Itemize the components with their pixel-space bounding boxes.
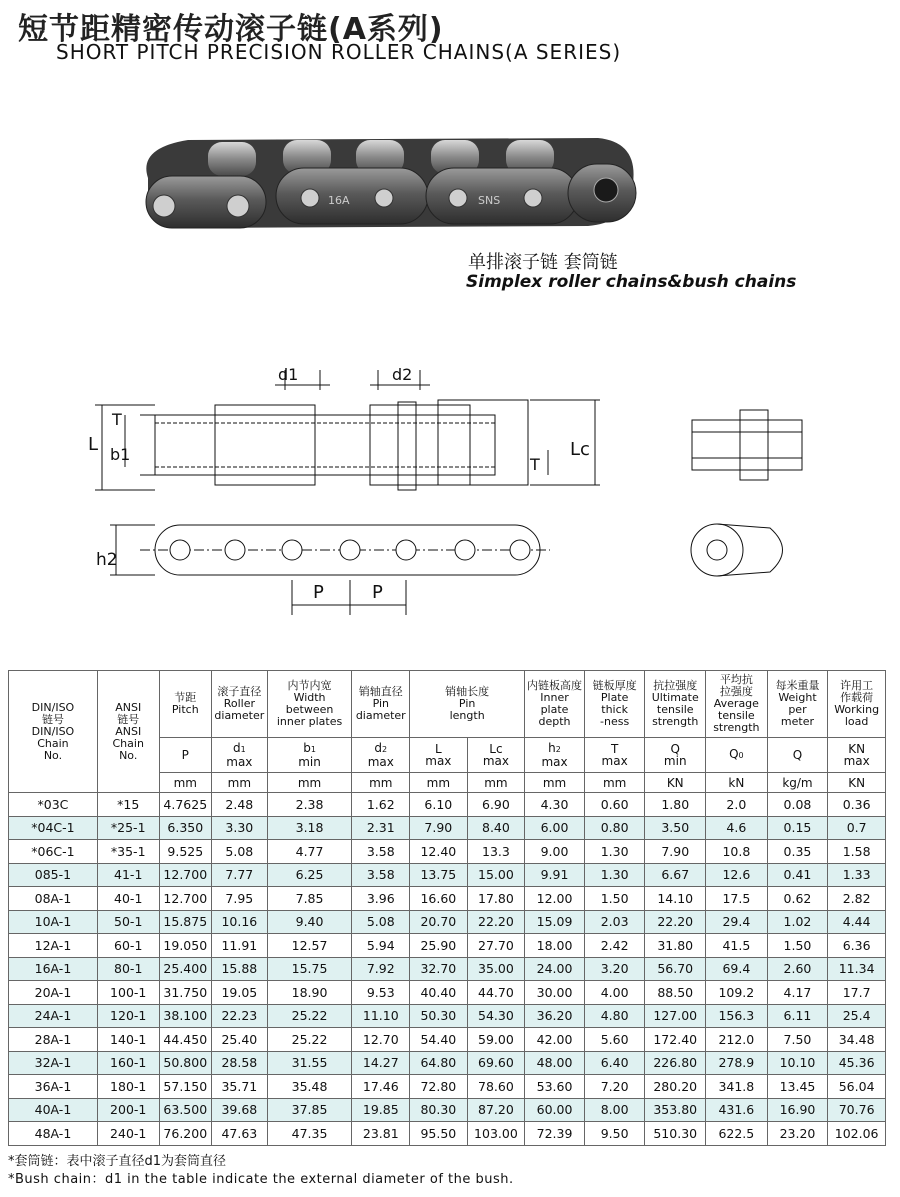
table-cell: 0.60 xyxy=(584,793,645,817)
table-cell: 53.60 xyxy=(525,1075,585,1099)
table-cell: 28.58 xyxy=(212,1051,268,1075)
table-cell: 120-1 xyxy=(97,1004,159,1028)
table-cell: 6.11 xyxy=(767,1004,828,1028)
table-cell: *35-1 xyxy=(97,840,159,864)
table-cell: 24.00 xyxy=(525,957,585,981)
table-cell: 13.75 xyxy=(410,863,468,887)
table-cell: 6.40 xyxy=(584,1051,645,1075)
table-cell: 12.6 xyxy=(706,863,768,887)
table-cell: 40A-1 xyxy=(9,1098,98,1122)
table-cell: 2.60 xyxy=(767,957,828,981)
sym-T: T max xyxy=(584,738,645,773)
table-cell: 39.68 xyxy=(212,1098,268,1122)
table-cell: 36.20 xyxy=(525,1004,585,1028)
table-cell: 08A-1 xyxy=(9,887,98,911)
table-cell: 15.00 xyxy=(467,863,525,887)
table-cell: 0.08 xyxy=(767,793,828,817)
table-cell: 226.80 xyxy=(645,1051,706,1075)
table-cell: 69.60 xyxy=(467,1051,525,1075)
table-cell: 38.100 xyxy=(159,1004,212,1028)
col-ansi: ANSI 链号 ANSI Chain No. xyxy=(97,671,159,793)
table-cell: 1.33 xyxy=(828,863,886,887)
table-cell: 16.90 xyxy=(767,1098,828,1122)
label-P-1: P xyxy=(313,582,324,603)
table-cell: 212.0 xyxy=(706,1028,768,1052)
table-cell: 78.60 xyxy=(467,1075,525,1099)
table-cell: 25.40 xyxy=(212,1028,268,1052)
table-cell: 50-1 xyxy=(97,910,159,934)
table-cell: 109.2 xyxy=(706,981,768,1005)
table-cell: 4.6 xyxy=(706,816,768,840)
table-cell: 3.50 xyxy=(645,816,706,840)
table-cell: 7.95 xyxy=(212,887,268,911)
table-cell: 9.40 xyxy=(267,910,352,934)
table-cell: 102.06 xyxy=(828,1122,886,1146)
table-row xyxy=(9,1122,886,1146)
table-cell: 1.58 xyxy=(828,840,886,864)
table-cell: 2.03 xyxy=(584,910,645,934)
table-cell: 353.80 xyxy=(645,1098,706,1122)
table-cell: 95.50 xyxy=(410,1122,468,1146)
table-cell: 22.23 xyxy=(212,1004,268,1028)
table-cell: 7.90 xyxy=(410,816,468,840)
table-cell: 15.09 xyxy=(525,910,585,934)
table-cell: 1.02 xyxy=(767,910,828,934)
table-cell: 32A-1 xyxy=(9,1051,98,1075)
table-cell: 17.7 xyxy=(828,981,886,1005)
table-cell: 69.4 xyxy=(706,957,768,981)
table-cell: 4.00 xyxy=(584,981,645,1005)
table-cell: *15 xyxy=(97,793,159,817)
table-cell: 17.5 xyxy=(706,887,768,911)
table-cell: 13.45 xyxy=(767,1075,828,1099)
label-L: L xyxy=(88,434,99,455)
table-cell: 63.500 xyxy=(159,1098,212,1122)
table-cell: 140-1 xyxy=(97,1028,159,1052)
table-cell: 200-1 xyxy=(97,1098,159,1122)
table-cell: 622.5 xyxy=(706,1122,768,1146)
table-cell: 60.00 xyxy=(525,1098,585,1122)
unit-cell: kg/m xyxy=(767,773,828,793)
table-cell: 72.80 xyxy=(410,1075,468,1099)
table-cell: 7.20 xyxy=(584,1075,645,1099)
unit-cell: mm xyxy=(467,773,525,793)
table-cell: 103.00 xyxy=(467,1122,525,1146)
table-cell: 57.150 xyxy=(159,1075,212,1099)
table-cell: 7.92 xyxy=(352,957,410,981)
table-cell: 12.700 xyxy=(159,863,212,887)
table-cell: 6.25 xyxy=(267,863,352,887)
table-cell: *25-1 xyxy=(97,816,159,840)
table-cell: 1.30 xyxy=(584,863,645,887)
table-cell: 1.50 xyxy=(584,887,645,911)
col-working-load: 许用工 作载荷 Working load xyxy=(828,671,886,738)
table-row xyxy=(9,1098,886,1122)
table-cell: 8.00 xyxy=(584,1098,645,1122)
table-cell: 4.17 xyxy=(767,981,828,1005)
unit-cell: mm xyxy=(584,773,645,793)
table-cell: 18.00 xyxy=(525,934,585,958)
table-cell: 17.46 xyxy=(352,1075,410,1099)
table-cell: 56.04 xyxy=(828,1075,886,1099)
table-cell: 5.08 xyxy=(212,840,268,864)
table-cell: 4.44 xyxy=(828,910,886,934)
col-weight: 每米重量 Weight per meter xyxy=(767,671,828,738)
table-cell: 2.82 xyxy=(828,887,886,911)
col-pin-length: 销轴长度 Pin length xyxy=(410,671,525,738)
table-cell: 12.40 xyxy=(410,840,468,864)
table-cell: 23.81 xyxy=(352,1122,410,1146)
sym-Qw: Q xyxy=(767,738,828,773)
table-cell: 17.80 xyxy=(467,887,525,911)
col-roller: 滚子直径 Roller diameter xyxy=(212,671,268,738)
table-cell: 6.00 xyxy=(525,816,585,840)
table-cell: 18.90 xyxy=(267,981,352,1005)
unit-cell: mm xyxy=(159,773,212,793)
table-cell: 4.7625 xyxy=(159,793,212,817)
table-cell: 72.39 xyxy=(525,1122,585,1146)
table-cell: 25.90 xyxy=(410,934,468,958)
table-cell: 278.9 xyxy=(706,1051,768,1075)
unit-cell: KN xyxy=(645,773,706,793)
table-cell: 10.16 xyxy=(212,910,268,934)
sym-KN: KN max xyxy=(828,738,886,773)
table-cell: 15.875 xyxy=(159,910,212,934)
table-cell: 0.36 xyxy=(828,793,886,817)
unit-cell: KN xyxy=(828,773,886,793)
page-title-en: SHORT PITCH PRECISION ROLLER CHAINS(A SERIES) xyxy=(56,40,622,64)
table-cell: 127.00 xyxy=(645,1004,706,1028)
table-cell: 56.70 xyxy=(645,957,706,981)
table-cell: 0.35 xyxy=(767,840,828,864)
table-cell: 15.75 xyxy=(267,957,352,981)
table-cell: 12A-1 xyxy=(9,934,98,958)
table-cell: 0.15 xyxy=(767,816,828,840)
table-row xyxy=(9,840,886,864)
table-cell: 510.30 xyxy=(645,1122,706,1146)
table-cell: 20A-1 xyxy=(9,981,98,1005)
table-cell: 12.00 xyxy=(525,887,585,911)
table-cell: 3.58 xyxy=(352,863,410,887)
table-cell: 5.60 xyxy=(584,1028,645,1052)
table-cell: 50.800 xyxy=(159,1051,212,1075)
table-cell: 80-1 xyxy=(97,957,159,981)
table-cell: 5.08 xyxy=(352,910,410,934)
table-cell: 80.30 xyxy=(410,1098,468,1122)
table-cell: 9.525 xyxy=(159,840,212,864)
table-cell: 16A-1 xyxy=(9,957,98,981)
footnote-cn: *套筒链：表中滚子直径d1为套筒直径 xyxy=(8,1154,227,1169)
table-cell: 160-1 xyxy=(97,1051,159,1075)
table-cell: 25.400 xyxy=(159,957,212,981)
table-cell: 35.00 xyxy=(467,957,525,981)
table-cell: 085-1 xyxy=(9,863,98,887)
label-Lc: Lc xyxy=(570,439,590,460)
unit-cell: mm xyxy=(212,773,268,793)
table-cell: 11.34 xyxy=(828,957,886,981)
table-cell: 1.80 xyxy=(645,793,706,817)
table-cell: 9.00 xyxy=(525,840,585,864)
table-cell: 16.60 xyxy=(410,887,468,911)
label-h2: h2 xyxy=(96,550,118,570)
table-cell: 0.80 xyxy=(584,816,645,840)
table-cell: 31.80 xyxy=(645,934,706,958)
col-width: 内节内宽 Width between inner plates xyxy=(267,671,352,738)
table-cell: 48A-1 xyxy=(9,1122,98,1146)
table-cell: 25.22 xyxy=(267,1004,352,1028)
table-cell: 431.6 xyxy=(706,1098,768,1122)
col-din-iso: DIN/ISO 链号 DIN/ISO Chain No. xyxy=(9,671,98,793)
table-cell: 29.4 xyxy=(706,910,768,934)
unit-cell: kN xyxy=(706,773,768,793)
table-cell: 3.96 xyxy=(352,887,410,911)
table-row xyxy=(9,793,886,817)
label-P-2: P xyxy=(372,582,383,603)
table-cell: 2.38 xyxy=(267,793,352,817)
table-cell: 19.050 xyxy=(159,934,212,958)
table-cell: 3.20 xyxy=(584,957,645,981)
table-cell: 1.62 xyxy=(352,793,410,817)
table-cell: 9.91 xyxy=(525,863,585,887)
table-cell: 14.27 xyxy=(352,1051,410,1075)
table-row xyxy=(9,934,886,958)
table-cell: *04C-1 xyxy=(9,816,98,840)
sym-L: L max xyxy=(410,738,468,773)
footnote-en: *Bush chain：d1 in the table indicate the external diameter of the bush. xyxy=(8,1172,514,1187)
table-cell: 35.48 xyxy=(267,1075,352,1099)
table-cell: 47.63 xyxy=(212,1122,268,1146)
label-d2: d2 xyxy=(392,365,413,384)
photo-caption-en: Simplex roller chains&bush chains xyxy=(466,272,797,292)
table-cell: 45.36 xyxy=(828,1051,886,1075)
table-cell: 31.750 xyxy=(159,981,212,1005)
table-cell: 0.62 xyxy=(767,887,828,911)
table-cell: 60-1 xyxy=(97,934,159,958)
table-row xyxy=(9,1004,886,1028)
table-row xyxy=(9,1075,886,1099)
table-cell: 9.53 xyxy=(352,981,410,1005)
table-row xyxy=(9,1051,886,1075)
table-cell: 3.58 xyxy=(352,840,410,864)
table-cell: 6.90 xyxy=(467,793,525,817)
table-cell: 7.90 xyxy=(645,840,706,864)
table-cell: 54.30 xyxy=(467,1004,525,1028)
chain-spec-table xyxy=(8,670,886,1146)
table-cell: 5.94 xyxy=(352,934,410,958)
table-row xyxy=(9,863,886,887)
photo-caption-cn: 单排滚子链 套筒链 xyxy=(468,252,618,273)
sym-Q0: Q0 xyxy=(706,738,768,773)
table-cell: 23.20 xyxy=(767,1122,828,1146)
table-cell: 30.00 xyxy=(525,981,585,1005)
table-cell: 1.30 xyxy=(584,840,645,864)
table-cell: 22.20 xyxy=(467,910,525,934)
label-T-top: T xyxy=(112,410,122,429)
table-cell: 156.3 xyxy=(706,1004,768,1028)
table-cell: 172.40 xyxy=(645,1028,706,1052)
unit-cell: mm xyxy=(410,773,468,793)
table-cell: 2.0 xyxy=(706,793,768,817)
table-cell: 34.48 xyxy=(828,1028,886,1052)
table-cell: 25.4 xyxy=(828,1004,886,1028)
table-cell: 6.36 xyxy=(828,934,886,958)
label-T-side: T xyxy=(530,455,540,474)
sym-d2: d2 max xyxy=(352,738,410,773)
table-cell: 11.91 xyxy=(212,934,268,958)
table-cell: 32.70 xyxy=(410,957,468,981)
table-cell: 28A-1 xyxy=(9,1028,98,1052)
unit-cell: mm xyxy=(352,773,410,793)
table-cell: 6.67 xyxy=(645,863,706,887)
table-row xyxy=(9,910,886,934)
table-cell: 19.05 xyxy=(212,981,268,1005)
table-cell: 7.77 xyxy=(212,863,268,887)
table-cell: 3.18 xyxy=(267,816,352,840)
table-cell: 22.20 xyxy=(645,910,706,934)
unit-cell: mm xyxy=(525,773,585,793)
table-cell: 19.85 xyxy=(352,1098,410,1122)
label-d1: d1 xyxy=(278,365,299,384)
table-cell: 100-1 xyxy=(97,981,159,1005)
table-cell: 54.40 xyxy=(410,1028,468,1052)
table-cell: 88.50 xyxy=(645,981,706,1005)
table-cell: 59.00 xyxy=(467,1028,525,1052)
table-cell: *03C xyxy=(9,793,98,817)
col-pitch: 节距 Pitch xyxy=(159,671,212,738)
table-cell: 41-1 xyxy=(97,863,159,887)
col-avg-tensile: 平均抗 拉强度 Average tensile strength xyxy=(706,671,768,738)
table-cell: 35.71 xyxy=(212,1075,268,1099)
sym-d1: d1 max xyxy=(212,738,268,773)
table-cell: 48.00 xyxy=(525,1051,585,1075)
plate-mark-16a: 16A xyxy=(328,194,350,207)
table-cell: 10.8 xyxy=(706,840,768,864)
table-cell: 0.41 xyxy=(767,863,828,887)
table-cell: 2.42 xyxy=(584,934,645,958)
sym-Lc: Lc max xyxy=(467,738,525,773)
table-cell: 10.10 xyxy=(767,1051,828,1075)
table-cell: 12.700 xyxy=(159,887,212,911)
table-cell: 10A-1 xyxy=(9,910,98,934)
table-cell: 15.88 xyxy=(212,957,268,981)
table-cell: 14.10 xyxy=(645,887,706,911)
table-row xyxy=(9,887,886,911)
col-pin-dia: 销轴直径 Pin diameter xyxy=(352,671,410,738)
sym-b1: b1 min xyxy=(267,738,352,773)
table-cell: 13.3 xyxy=(467,840,525,864)
table-cell: 6.350 xyxy=(159,816,212,840)
table-row xyxy=(9,1028,886,1052)
label-b1: b1 xyxy=(110,445,131,464)
table-cell: 37.85 xyxy=(267,1098,352,1122)
table-cell: 36A-1 xyxy=(9,1075,98,1099)
plate-mark-sns: SNS xyxy=(478,194,501,207)
table-cell: 27.70 xyxy=(467,934,525,958)
table-cell: 280.20 xyxy=(645,1075,706,1099)
table-cell: 40.40 xyxy=(410,981,468,1005)
table-row xyxy=(9,816,886,840)
table-cell: 4.30 xyxy=(525,793,585,817)
table-cell: 0.7 xyxy=(828,816,886,840)
table-cell: 42.00 xyxy=(525,1028,585,1052)
col-plate-thick: 链板厚度 Plate thick -ness xyxy=(584,671,645,738)
col-uts: 抗拉强度 Ultimate tensile strength xyxy=(645,671,706,738)
sym-h2: h2 max xyxy=(525,738,585,773)
table-cell: *06C-1 xyxy=(9,840,98,864)
table-cell: 31.55 xyxy=(267,1051,352,1075)
table-cell: 44.70 xyxy=(467,981,525,1005)
table-cell: 1.50 xyxy=(767,934,828,958)
sym-p: P xyxy=(159,738,212,773)
table-cell: 4.80 xyxy=(584,1004,645,1028)
table-cell: 2.48 xyxy=(212,793,268,817)
table-cell: 7.85 xyxy=(267,887,352,911)
col-plate-depth: 内链板高度 Inner plate depth xyxy=(525,671,585,738)
table-cell: 12.57 xyxy=(267,934,352,958)
table-cell: 6.10 xyxy=(410,793,468,817)
table-cell: 2.31 xyxy=(352,816,410,840)
table-cell: 20.70 xyxy=(410,910,468,934)
unit-cell: mm xyxy=(267,773,352,793)
table-cell: 24A-1 xyxy=(9,1004,98,1028)
table-cell: 180-1 xyxy=(97,1075,159,1099)
table-cell: 44.450 xyxy=(159,1028,212,1052)
table-cell: 50.30 xyxy=(410,1004,468,1028)
table-cell: 341.8 xyxy=(706,1075,768,1099)
table-cell: 64.80 xyxy=(410,1051,468,1075)
table-cell: 8.40 xyxy=(467,816,525,840)
table-row xyxy=(9,981,886,1005)
sym-Q: Q min xyxy=(645,738,706,773)
table-cell: 11.10 xyxy=(352,1004,410,1028)
table-cell: 9.50 xyxy=(584,1122,645,1146)
table-cell: 41.5 xyxy=(706,934,768,958)
page-title-cn: 短节距精密传动滚子链(A系列) xyxy=(18,12,444,47)
table-cell: 7.50 xyxy=(767,1028,828,1052)
table-cell: 40-1 xyxy=(97,887,159,911)
chain-dimension-drawing xyxy=(80,360,820,630)
table-cell: 70.76 xyxy=(828,1098,886,1122)
table-cell: 25.22 xyxy=(267,1028,352,1052)
table-cell: 47.35 xyxy=(267,1122,352,1146)
table-cell: 4.77 xyxy=(267,840,352,864)
table-cell: 3.30 xyxy=(212,816,268,840)
roller-chain-photo xyxy=(128,128,648,248)
table-cell: 76.200 xyxy=(159,1122,212,1146)
table-cell: 240-1 xyxy=(97,1122,159,1146)
table-row xyxy=(9,957,886,981)
table-cell: 12.70 xyxy=(352,1028,410,1052)
table-cell: 87.20 xyxy=(467,1098,525,1122)
